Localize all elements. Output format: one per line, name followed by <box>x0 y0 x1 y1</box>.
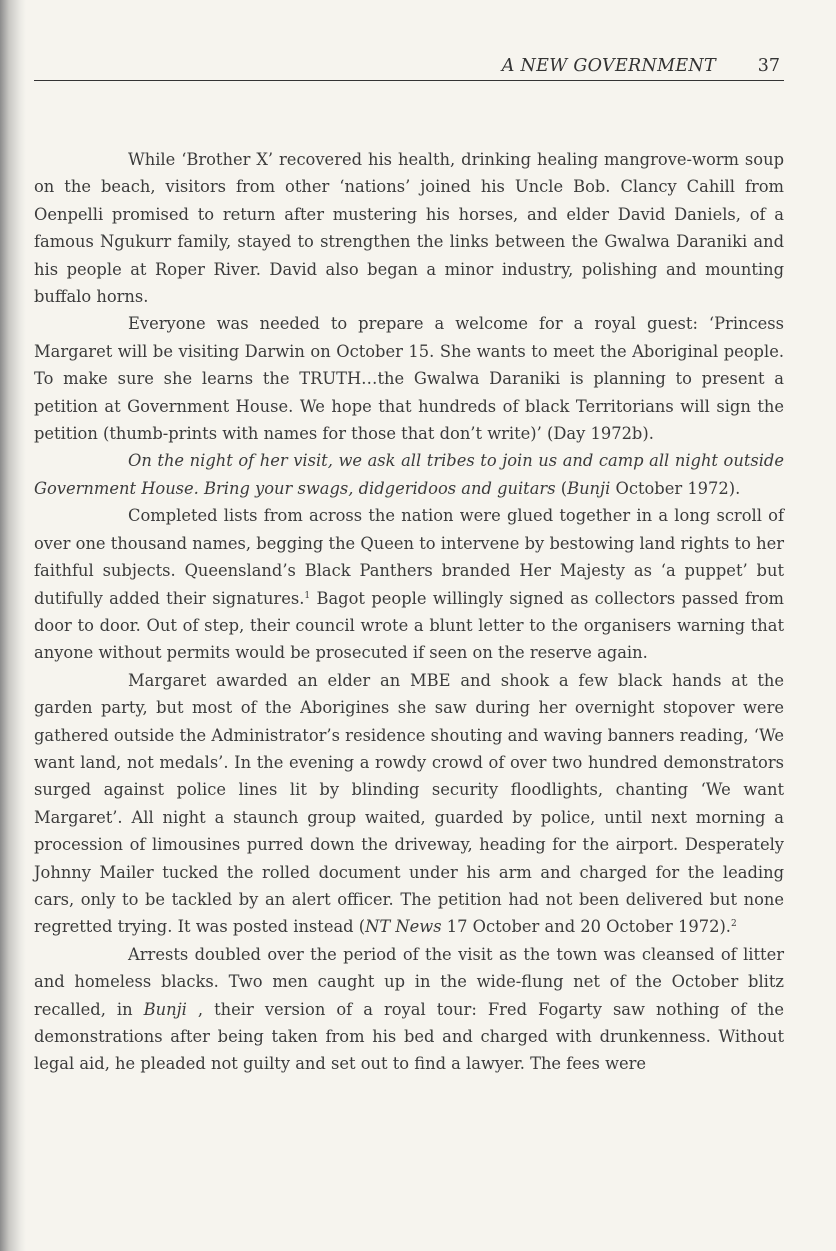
paragraph-6 <box>34 941 784 1078</box>
paragraph-5 <box>34 667 784 941</box>
footnote-marker-2: 2 <box>730 919 737 930</box>
running-head <box>34 56 784 81</box>
paragraph-4-text-a: Completed lists from across the nation were glued together in a long scroll of over one thousand names, begging the Queen to intervene by bestowing land rights to her faithful subjects. Queensland’s Black Panthers branded Her Majesty as ‘a puppet’ but dutifully added their signatures. <box>34 506 784 608</box>
footnote-marker-1: 1 <box>304 590 311 601</box>
paragraph-6-text-a: Arrests doubled over the period of the visit as the town was cleansed of litter and homeless blacks. Two men caught up in the wide-flung net of the October blitz recalled, in <box>34 944 784 1019</box>
citation-source: NT News <box>365 917 442 937</box>
body-text <box>34 146 784 1078</box>
paragraph-1-text: While ‘Brother X’ recovered his health, drinking healing mangrove-worm soup on the beach, visitors from other ‘nations’ joined his Uncle Bob. Clancy Cahill from Oenpelli promised to return after mustering his horses, and elder David Daniels, of a famous Ngukurr family, stayed to strengthen the links between the Gwalwa Daraniki and his people at Roper River. David also began a minor industry, polishing and mounting buffalo horns. <box>34 150 784 307</box>
paragraph-3-quote <box>34 447 784 502</box>
paragraph-4 <box>34 502 784 666</box>
citation-source: Bunji <box>143 999 187 1019</box>
paragraph-4-text-b: Bagot people willingly signed as collectors passed from door to door. Out of step, their council wrote a blunt letter to the organisers warning that anyone without permits would be prosecuted if seen on the reserve again. <box>34 588 784 663</box>
citation-date: October 1972). <box>610 478 741 498</box>
paragraph-2-text: Everyone was needed to prepare a welcome for a royal guest: ‘Princess Margaret will be visiting Darwin on October 15. She wants to meet the Aboriginal people. To make sure she learns the TRUTH…the Gwalwa Daraniki is planning to present a petition at Government House. We hope that hundreds of black Territorians will sign the petition (thumb-prints with names for those that don’t write)’ (Day 1972b). <box>34 314 784 444</box>
paragraph-5-text-b: 17 October and 20 October 1972). <box>441 917 731 937</box>
page-number: 37 <box>757 56 780 76</box>
citation-open: ( <box>555 478 568 498</box>
quoted-appeal: On the night of her visit, we ask all tribes to join us and camp all night outside Government House. Bring your swags, didgeridoos and guitars <box>34 451 784 498</box>
paragraph-6-text-b: , their version of a royal tour: Fred Fogarty saw nothing of the demonstrations after being taken from his bed and charged with drunkenness. Without legal aid, he pleaded not guilty and set out to find a lawyer. The fees were <box>34 999 784 1074</box>
paragraph-5-text-a: Margaret awarded an elder an MBE and shook a few black hands at the garden party, but most of the Aborigines she saw during her overnight stopover were gathered outside the Administrator’s residence shouting and waving banners reading, ‘We want land, not medals’. In the evening a rowdy crowd of over two hundred demonstrators surged against police lines lit by blinding security floodlights, chanting ‘We want Margaret’. All night a staunch group waited, guarded by police, until next morning a procession of limousines purred down the driveway, heading for the airport. Desperately Johnny Mailer tucked the rolled document under his arm and charged for the leading cars, only to be tackled by an alert officer. The petition had not been delivered but none regretted trying. It was posted instead ( <box>34 670 784 937</box>
paragraph-1 <box>34 146 784 310</box>
paragraph-2 <box>34 310 784 447</box>
chapter-title: A NEW GOVERNMENT <box>501 56 716 76</box>
book-gutter-shadow <box>0 0 26 1251</box>
citation-source: Bunji <box>567 478 611 498</box>
